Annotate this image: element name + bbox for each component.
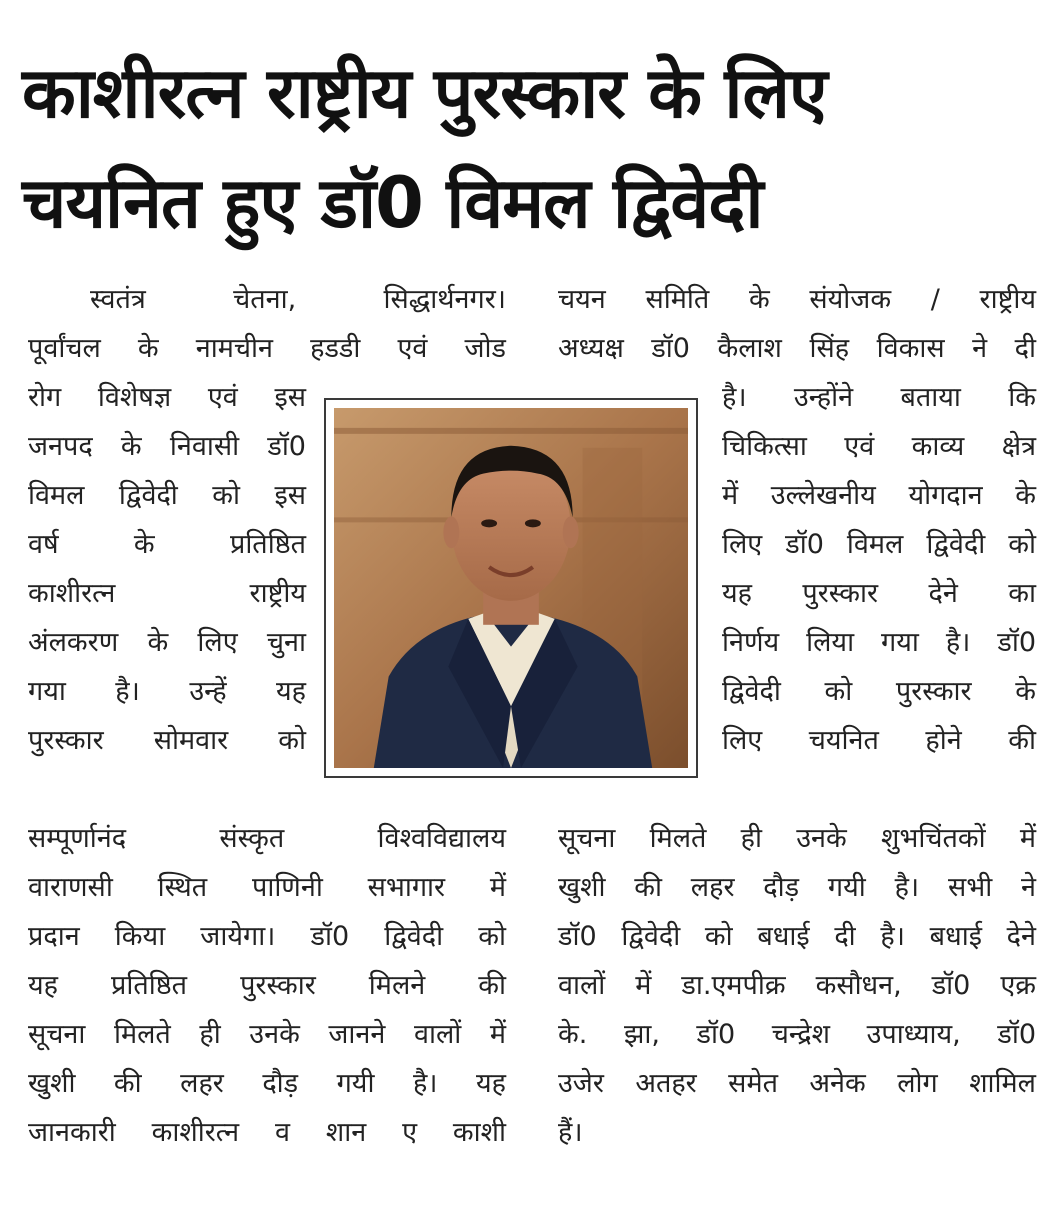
article-line: पूर्वांचल के नामचीन हडडी एवं जोड [28, 333, 506, 364]
headline-line-1: काशीरत्न राष्ट्रीय पुरस्कार के लिए [22, 52, 827, 134]
article-line: अंलकरण के लिए चुना [28, 627, 306, 658]
headline [22, 38, 1042, 258]
article-line: अध्यक्ष डॉ0 कैलाश सिंह विकास ने दी [558, 333, 1036, 364]
article-right-top [558, 275, 1036, 373]
article-right-narrow [722, 373, 1036, 765]
article-line: डॉ0 द्विवेदी को बधाई दी है। बधाई देने [558, 921, 1036, 952]
article-line: है। उन्होंने बताया कि [722, 382, 1036, 413]
article-line: वाराणसी स्थित पाणिनी सभागार में [28, 872, 506, 903]
article-line: यह पुरस्कार देने का [722, 578, 1036, 609]
article-line: पुरस्कार सोमवार को [28, 725, 306, 756]
article-line: में उल्लेखनीय योगदान के [722, 480, 1036, 511]
article-right-bottom [558, 814, 1036, 1157]
article-line: हैं। [558, 1117, 583, 1148]
article-line: जनपद के निवासी डॉ0 [28, 431, 306, 462]
article-line: प्रदान किया जायेगा। डॉ0 द्विवेदी को [28, 921, 506, 952]
article-left-bottom [28, 814, 506, 1157]
article-line: सम्पूर्णानंद संस्कृत विश्वविद्यालय [28, 823, 506, 854]
article-line: विमल द्विवेदी को इस [28, 480, 306, 511]
article-line: लिए चयनित होने की [722, 725, 1036, 756]
dateline: स्वतंत्र चेतना, सिद्धार्थनगर। [90, 284, 506, 315]
article-line: जानकारी काशीरत्न व शान ए काशी [28, 1117, 506, 1148]
article-line: निर्णय लिया गया है। डॉ0 [722, 627, 1036, 658]
article-line: चिकित्सा एवं काव्य क्षेत्र [722, 431, 1036, 462]
article-line: खुशी की लहर दौड़ गयी है। सभी ने [558, 872, 1036, 903]
article-line: वर्ष के प्रतिष्ठित [28, 529, 306, 560]
article-line: रोग विशेषज्ञ एवं इस [28, 382, 306, 413]
headline-line-2: चयनित हुए डॉ0 विमल द्विवेदी [22, 162, 763, 244]
portrait-image [334, 408, 688, 768]
article-line: वालों में डा.एमपीक्र कसौधन, डॉ0 एक्र [558, 970, 1036, 1001]
article-line: यह प्रतिष्ठित पुरस्कार मिलने की [28, 970, 506, 1001]
article-line: द्विवेदी को पुरस्कार के [722, 676, 1036, 707]
article-left-narrow [28, 373, 306, 765]
article-line: लिए डॉ0 विमल द्विवेदी को [722, 529, 1036, 560]
article-line: सूचना मिलते ही उनके शुभचिंतकों में [558, 823, 1036, 854]
article-left-top [28, 275, 506, 373]
article-line: काशीरत्न राष्ट्रीय [28, 578, 306, 609]
portrait-photo [324, 398, 698, 778]
article-line: खुशी की लहर दौड़ गयी है। यह [28, 1068, 506, 1099]
article-line: के. झा, डॉ0 चन्द्रेश उपाध्याय, डॉ0 [558, 1019, 1036, 1050]
article-line: सूचना मिलते ही उनके जानने वालों में [28, 1019, 506, 1050]
article-line: उजेर अतहर समेत अनेक लोग शामिल [558, 1068, 1036, 1099]
article-line: गया है। उन्हें यह [28, 676, 306, 707]
article-line: चयन समिति के संयोजक / राष्ट्रीय [558, 284, 1036, 315]
